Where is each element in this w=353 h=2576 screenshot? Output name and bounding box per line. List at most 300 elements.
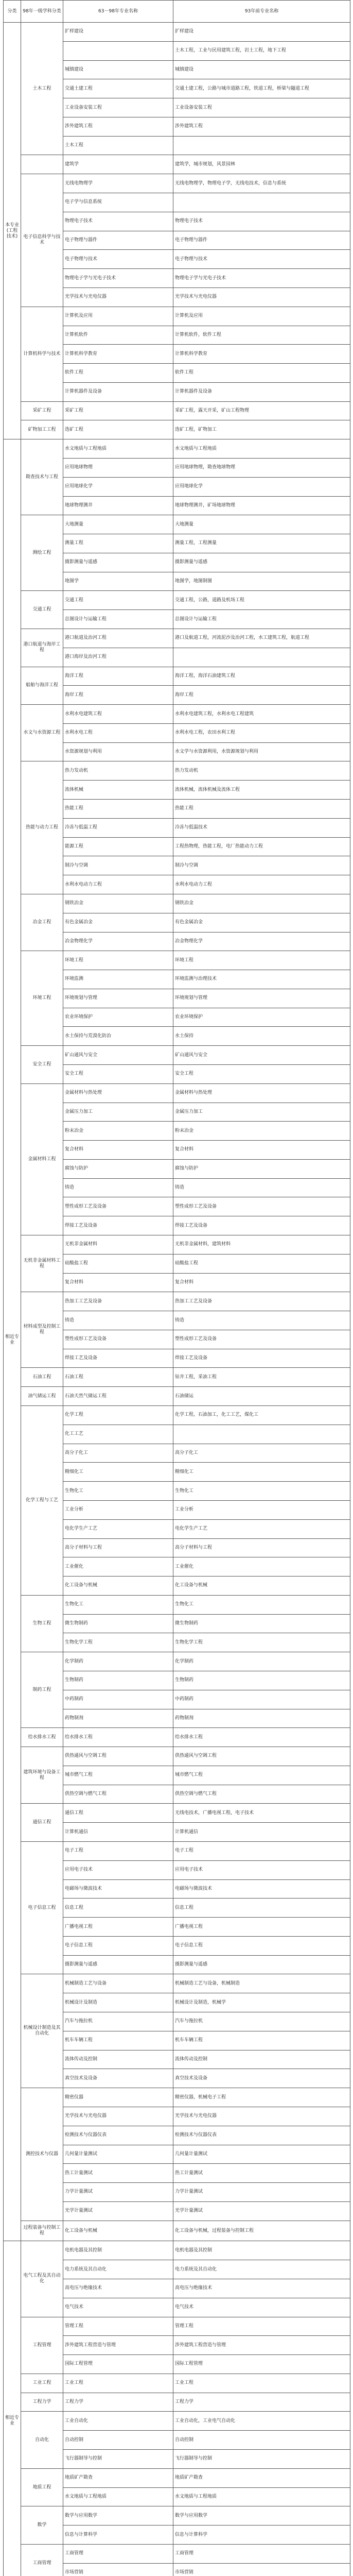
old-major-cell: 光学计量测试	[63, 2201, 173, 2221]
new-major-cell: 电子物理与技术	[173, 250, 350, 269]
old-major-cell: 冶金物理化学	[63, 932, 173, 951]
old-major-cell: 涉外建筑工程营造与管理	[63, 2336, 173, 2355]
old-major-cell: 热工计量测试	[63, 2164, 173, 2183]
new-major-cell: 选矿工程，矿物加工	[173, 420, 350, 439]
old-major-cell: 汽车与拖拉机	[63, 2012, 173, 2031]
new-major-cell: 化工设备与机械，过程装备与控制工程	[173, 2221, 350, 2241]
new-major-cell: 钻井工程，采油工程	[173, 1368, 350, 1387]
new-major-cell: 电子信息工程	[173, 1936, 350, 1955]
new-major-cell: 精细化工	[173, 1463, 350, 1482]
new-major-cell: 管理工程	[173, 2317, 350, 2336]
new-major-cell: 安全工程	[173, 1064, 350, 1083]
old-major-cell: 生物制药	[63, 1671, 173, 1690]
old-major-cell: 流体机械	[63, 781, 173, 800]
old-major-cell: 铸造	[63, 1178, 173, 1197]
discipline-cell: 化学工程与工艺	[21, 1406, 63, 1596]
old-major-cell: 力学计量测试	[63, 2183, 173, 2202]
new-major-cell: 硅酸盐工程	[173, 1254, 350, 1273]
old-major-cell: 地图学	[63, 572, 173, 591]
new-major-cell: 无线电物理学，物理电子学，无线电技术，信息与系统	[173, 174, 350, 193]
table-row	[4, 2317, 350, 2336]
old-major-cell: 高分子化工	[63, 1444, 173, 1463]
old-major-cell: 真空技术及设备	[63, 2069, 173, 2088]
new-major-cell: 金属材料与热处理	[173, 1083, 350, 1103]
old-major-cell: 检测技术与仪器仪表	[63, 2126, 173, 2145]
old-major-cell: 生物化工	[63, 1482, 173, 1501]
new-major-cell: 化工设备与机械	[173, 1577, 350, 1596]
old-major-cell: 自动控制	[63, 2431, 173, 2450]
old-major-cell: 选矿工程	[63, 420, 173, 439]
discipline-cell: 电气工程及其自动化	[21, 2241, 63, 2317]
old-major-cell: 水土保持与荒漠化防治	[63, 1027, 173, 1046]
new-major-cell: 电化学生产工艺	[173, 1519, 350, 1538]
discipline-cell: 测绘工程	[21, 515, 63, 591]
new-major-cell: 金属压力加工	[173, 1103, 350, 1122]
old-major-cell: 精密仪器	[63, 2088, 173, 2107]
major-catalog-table	[3, 0, 350, 2576]
new-major-cell: 高电压与绝缘技术	[173, 2279, 350, 2298]
old-major-cell: 电子学与信息系统	[63, 193, 173, 212]
new-major-cell: 检测技术与仪器仪表	[173, 2126, 350, 2145]
new-major-cell: 流体传动及控制	[173, 2050, 350, 2069]
old-major-cell: 无机非金属材料	[63, 1235, 173, 1255]
new-major-cell: 涉外建筑工程营造与管理	[173, 2336, 350, 2355]
old-major-cell: 硅酸盐工程	[63, 1254, 173, 1273]
table-row	[4, 2374, 350, 2393]
new-major-cell: 应用地球化学	[173, 477, 350, 496]
new-major-cell: 热加工工艺及设备	[173, 1292, 350, 1311]
old-major-cell: 热加工工艺及设备	[63, 1292, 173, 1311]
table-row	[4, 667, 350, 686]
discipline-cell: 油气储运工程	[21, 1387, 63, 1406]
new-major-cell: 数学与应用数学	[173, 2506, 350, 2526]
new-major-cell: 海岸工程	[173, 686, 350, 705]
new-major-cell: 水文地质与工程地质	[173, 2487, 350, 2506]
new-major-cell: 工业分析	[173, 1500, 350, 1519]
old-major-cell: 信息工程	[63, 1899, 173, 1918]
new-major-cell: 工业设备安装工程	[173, 98, 350, 117]
new-major-cell: 机械设计及制造，机械学	[173, 1993, 350, 2012]
new-major-cell: 复合材料	[173, 1273, 350, 1292]
old-major-cell: 冷冻与低温工程	[63, 818, 173, 837]
old-major-cell: 测量工程	[63, 534, 173, 553]
old-major-cell: 给水排水工程	[63, 1728, 173, 1747]
new-major-cell: 环境工程	[173, 951, 350, 970]
discipline-cell: 土木工程	[21, 23, 63, 155]
new-major-cell: 水文地质与工程地质	[173, 439, 350, 459]
old-major-cell: 总图设计与运输工程	[63, 610, 173, 629]
old-major-cell: 水资源规划与利用	[63, 742, 173, 761]
new-major-cell: 水文学与水资源利用，水资源规划与利用	[173, 742, 350, 761]
old-major-cell: 交通土建工程	[63, 79, 173, 98]
new-major-cell: 复合材料	[173, 1141, 350, 1160]
discipline-cell: 环境工程	[21, 951, 63, 1046]
old-major-cell: 交通工程	[63, 591, 173, 610]
new-major-cell: 水利水电动力工程	[173, 875, 350, 894]
discipline-cell: 港口航道与海岸工程	[21, 629, 63, 667]
discipline-cell: 计算机科学与技术	[21, 307, 63, 401]
new-major-cell: 计算机科学教育	[173, 345, 350, 364]
table-row	[4, 420, 350, 439]
new-major-cell: 国际工程管理	[173, 2355, 350, 2374]
old-major-cell: 电气技术	[63, 2298, 173, 2317]
old-major-cell: 中药制药	[63, 1690, 173, 1709]
old-major-cell: 化学制药	[63, 1652, 173, 1671]
old-major-cell: 供热通风与空调工程	[63, 1747, 173, 1766]
old-major-cell: 金属压力加工	[63, 1103, 173, 1122]
new-major-cell: 软件工程	[173, 364, 350, 383]
old-major-cell: 流体传动及控制	[63, 2050, 173, 2069]
discipline-cell: 工商管理	[21, 2544, 63, 2576]
old-major-cell: 水利水电建筑工程	[63, 705, 173, 724]
new-major-cell: 塑性成形工艺及设备	[173, 1197, 350, 1216]
old-major-cell: 大地测量	[63, 515, 173, 534]
new-major-cell: 电气技术	[173, 2298, 350, 2317]
table-row	[4, 1235, 350, 1255]
old-major-cell: 通信工程	[63, 1804, 173, 1823]
old-major-cell: 建筑学	[63, 155, 173, 174]
discipline-cell	[21, 155, 63, 174]
old-major-cell: 水文地质与工程地质	[63, 2487, 173, 2506]
table-row	[4, 439, 350, 459]
discipline-cell: 安全工程	[21, 1046, 63, 1084]
new-major-cell: 计算机通信	[173, 1823, 350, 1842]
table-row	[4, 2241, 350, 2260]
old-major-cell: 生物化学工程	[63, 1633, 173, 1652]
new-major-cell: 电子物理与器件	[173, 231, 350, 250]
old-major-cell: 计算机通信	[63, 1823, 173, 1842]
new-major-cell: 农业环境保护	[173, 1008, 350, 1027]
new-major-cell: 计算机及应用	[173, 307, 350, 326]
new-major-cell: 冶金物理化学	[173, 932, 350, 951]
discipline-cell: 数学	[21, 2506, 63, 2545]
new-major-cell: 力学计量测试	[173, 2183, 350, 2202]
old-major-cell: 腐蚀与防护	[63, 1159, 173, 1178]
discipline-cell: 生物工程	[21, 1595, 63, 1652]
old-major-cell: 扩样建设	[63, 23, 173, 42]
old-major-cell: 工业分析	[63, 1500, 173, 1519]
old-major-cell: 工业工程	[63, 2374, 173, 2393]
new-major-cell: 城市燃气工程	[173, 1766, 350, 1785]
table-row	[4, 629, 350, 648]
new-major-cell: 供热通风与空调工程	[173, 1747, 350, 1766]
new-major-cell: 摄影测量与遥感	[173, 1955, 350, 1974]
new-major-cell: 应用地球物理，勘查地球物理	[173, 458, 350, 477]
old-major-cell: 电子物理与器件	[63, 231, 173, 250]
old-major-cell: 工程力学	[63, 2393, 173, 2412]
table-row	[4, 1728, 350, 1747]
table-row	[4, 1974, 350, 1993]
new-major-cell: 药物制剂	[173, 1709, 350, 1728]
old-major-cell: 机车车辆工程	[63, 2031, 173, 2050]
old-major-cell: 市场营销	[63, 2563, 173, 2576]
table-row	[4, 951, 350, 970]
new-major-cell: 地球物理测井，矿场地球物理	[173, 496, 350, 515]
discipline-cell: 石油工程	[21, 1368, 63, 1387]
table-row	[4, 1406, 350, 1425]
discipline-cell: 通信工程	[21, 1804, 63, 1842]
old-major-cell: 矿山通风与安全	[63, 1046, 173, 1065]
new-major-cell: 流体机械，流体机械及流体工程	[173, 781, 350, 800]
new-major-cell: 光学技术与光电仪器	[173, 2107, 350, 2126]
new-major-cell: 环境监测与治理技术	[173, 970, 350, 989]
new-major-cell: 飞行器制导与控制	[173, 2450, 350, 2469]
new-major-cell: 交通土建工程，公路与城市道路工程，铁道工程，桥梁与隧道工程	[173, 79, 350, 98]
discipline-cell: 矿物加工工程	[21, 420, 63, 439]
new-major-cell: 腐蚀与防护	[173, 1159, 350, 1178]
new-major-cell: 供热空调与燃气工程	[173, 1785, 350, 1804]
discipline-cell: 过程装备与控制工程	[21, 2221, 63, 2241]
new-major-cell: 光学计量测试	[173, 2201, 350, 2221]
new-major-cell: 热工计量测试	[173, 2164, 350, 2183]
new-major-cell: 应用电子技术	[173, 1860, 350, 1879]
old-major-cell: 地质矿产勘查	[63, 2468, 173, 2487]
table-row	[4, 1083, 350, 1103]
old-major-cell: 采矿工程	[63, 401, 173, 420]
new-major-cell: 扩样建设	[173, 23, 350, 42]
new-major-cell: 电机电器及其控制	[173, 2241, 350, 2260]
table-row	[4, 2088, 350, 2107]
table-row	[4, 2468, 350, 2487]
old-major-cell: 飞行器制导与控制	[63, 2450, 173, 2469]
old-major-cell: 水利水电动力工程	[63, 875, 173, 894]
discipline-cell: 测控技术与仪器	[21, 2088, 63, 2221]
old-major-cell: 应用地球化学	[63, 477, 173, 496]
old-major-cell: 供热空调与燃气工程	[63, 1785, 173, 1804]
discipline-cell: 电子信息工程	[21, 1842, 63, 1974]
new-major-cell: 总图设计与运输工程	[173, 610, 350, 629]
table-row	[4, 1292, 350, 1311]
category-cell: 相近专业	[4, 439, 21, 2241]
old-major-cell: 复合材料	[63, 1273, 173, 1292]
discipline-cell: 材料成型及控制工程	[21, 1292, 63, 1368]
table-row	[4, 761, 350, 781]
new-major-cell: 测量工程，工程测量	[173, 534, 350, 553]
header-discipline: 98年一级学科分类	[21, 1, 63, 23]
new-major-cell: 广播电视工程	[173, 1918, 350, 1937]
table-row	[4, 1595, 350, 1614]
new-major-cell: 无线电技术，广播电视工程，电子技术	[173, 1804, 350, 1823]
old-major-cell	[63, 41, 173, 60]
discipline-cell: 制药工程	[21, 1652, 63, 1728]
old-major-cell: 化工设备与机械	[63, 1577, 173, 1596]
old-major-cell: 计算机科学教育	[63, 345, 173, 364]
discipline-cell: 机械设计制造及其自动化	[21, 1974, 63, 2088]
table-row	[4, 515, 350, 534]
table-row	[4, 1804, 350, 1823]
old-major-cell: 海岸工程	[63, 686, 173, 705]
new-major-cell: 铸造	[173, 1311, 350, 1330]
old-major-cell: 环境规划与管理	[63, 989, 173, 1008]
new-major-cell: 水利水电建筑工程，水利水电工程建筑	[173, 705, 350, 724]
new-major-cell	[173, 1425, 350, 1444]
old-major-cell: 水文地质与工程地质	[63, 439, 173, 459]
header-category: 分类	[4, 1, 21, 23]
old-major-cell: 工商管理	[63, 2544, 173, 2563]
old-major-cell: 几何量计量测试	[63, 2145, 173, 2164]
old-major-cell: 计算机及应用	[63, 307, 173, 326]
new-major-cell: 工业工程	[173, 2374, 350, 2393]
new-major-cell: 电力系统及其自动化	[173, 2260, 350, 2279]
old-major-cell: 地球物理测井	[63, 496, 173, 515]
table-row	[4, 155, 350, 174]
new-major-cell: 生物化学工程	[173, 1633, 350, 1652]
old-major-cell: 化学工程	[63, 1406, 173, 1425]
new-major-cell: 计算机软件，软件工程	[173, 326, 350, 345]
old-major-cell: 制冷与空调	[63, 856, 173, 875]
old-major-cell: 有色金属冶金	[63, 913, 173, 932]
new-major-cell: 矿山通风与安全	[173, 1046, 350, 1065]
old-major-cell: 计算机器件及设备	[63, 382, 173, 401]
old-major-cell: 农业环境保护	[63, 1008, 173, 1027]
old-major-cell: 化工工艺	[63, 1425, 173, 1444]
new-major-cell: 化学工程，石油加工，化工工艺，煤化工	[173, 1406, 350, 1425]
old-major-cell: 铸造	[63, 1311, 173, 1330]
header-row	[4, 1, 350, 23]
new-major-cell: 自动控制	[173, 2431, 350, 2450]
new-major-cell: 涉外建筑工程	[173, 117, 350, 136]
new-major-cell: 摄影测量与遥感	[173, 553, 350, 572]
old-major-cell: 焊接工艺及设备	[63, 1216, 173, 1235]
old-major-cell: 应用电子技术	[63, 1860, 173, 1879]
old-major-cell: 工业自动化	[63, 2412, 173, 2431]
new-major-cell: 给水排水工程	[173, 1728, 350, 1747]
old-major-cell: 塑性成形工艺及设备	[63, 1330, 173, 1349]
discipline-cell: 水文与水资源工程	[21, 705, 63, 761]
discipline-cell: 交通工程	[21, 591, 63, 629]
discipline-cell: 金属材料工程	[21, 1083, 63, 1235]
new-major-cell: 工商管理	[173, 2544, 350, 2563]
new-major-cell: 物理电子技术	[173, 212, 350, 231]
new-major-cell: 工业自动化，工业电气自动化	[173, 2412, 350, 2431]
old-major-cell: 石油工程	[63, 1368, 173, 1387]
old-major-cell: 环境监测	[63, 970, 173, 989]
old-major-cell: 港口航道及治河工程	[63, 629, 173, 648]
new-major-cell: 钢铁冶金	[173, 894, 350, 913]
new-major-cell: 地质矿产勘查	[173, 2468, 350, 2487]
old-major-cell: 光学技术与光电仪器	[63, 2107, 173, 2126]
new-major-cell: 海洋工程，海洋石油建筑工程	[173, 667, 350, 686]
old-major-cell: 电子信息工程	[63, 1936, 173, 1955]
table-row	[4, 23, 350, 42]
old-major-cell: 计算机软件	[63, 326, 173, 345]
new-major-cell: 交通工程，公路，道路及机场工程	[173, 591, 350, 610]
table-row	[4, 894, 350, 913]
category-cell: 相近专业	[4, 2241, 21, 2576]
discipline-cell: 自动化	[21, 2412, 63, 2468]
new-major-cell: 机车车辆工程	[173, 2031, 350, 2050]
old-major-cell: 电子物理与技术	[63, 250, 173, 269]
discipline-cell: 船舶与海洋工程	[21, 667, 63, 705]
new-major-cell: 汽车与拖拉机	[173, 2012, 350, 2031]
old-major-cell: 机械制造工艺与设备	[63, 1974, 173, 1993]
new-major-cell: 中药制药	[173, 1690, 350, 1709]
new-major-cell: 铸造	[173, 1178, 350, 1197]
old-major-cell: 无线电物理学	[63, 174, 173, 193]
new-major-cell: 几何量计量测试	[173, 2145, 350, 2164]
table-row	[4, 1046, 350, 1065]
new-major-cell: 信息工程	[173, 1899, 350, 1918]
new-major-cell: 计算机器件及设备	[173, 382, 350, 401]
new-major-cell: 水土保持	[173, 1027, 350, 1046]
new-major-cell: 微生物制药	[173, 1614, 350, 1633]
table-row	[4, 1747, 350, 1766]
header-old-major: 63－98年专业名称	[63, 1, 173, 23]
new-major-cell: 光学技术与光电仪器	[173, 287, 350, 307]
new-major-cell: 信息与计算科学	[173, 2526, 350, 2545]
new-major-cell: 塑性成形工艺及设备	[173, 1330, 350, 1349]
new-major-cell: 焊接工艺及设备	[173, 1216, 350, 1235]
discipline-cell: 地质工程	[21, 2468, 63, 2506]
new-major-cell: 工程热物理，热能工程，电厂热能动力工程	[173, 837, 350, 856]
table-row	[4, 2506, 350, 2526]
new-major-cell	[173, 136, 350, 155]
old-major-cell: 安全工程	[63, 1064, 173, 1083]
discipline-cell: 热能与动力工程	[21, 761, 63, 894]
new-major-cell: 热力发动机	[173, 761, 350, 781]
header-new-major: 93年前专业名称	[173, 1, 350, 23]
old-major-cell: 城镇建设	[63, 60, 173, 79]
category-cell: 本专业(工程技术)	[4, 23, 21, 439]
new-major-cell: 粉末冶金	[173, 1122, 350, 1141]
table-row	[4, 705, 350, 724]
old-major-cell: 金属材料与热处理	[63, 1083, 173, 1103]
new-major-cell: 采矿工程，露天开采，矿山工程物理	[173, 401, 350, 420]
discipline-cell: 建筑环境与设备工程	[21, 1747, 63, 1804]
old-major-cell: 能源工程	[63, 837, 173, 856]
table-row	[4, 2544, 350, 2563]
old-major-cell: 港口海岸及治河工程	[63, 648, 173, 667]
old-major-cell: 电力系统及其自动化	[63, 2260, 173, 2279]
old-major-cell: 广播电视工程	[63, 1918, 173, 1937]
new-major-cell: 市场营销	[173, 2563, 350, 2576]
old-major-cell: 土木工程	[63, 136, 173, 155]
old-major-cell: 化工设备与机械	[63, 2221, 173, 2241]
table-row	[4, 2393, 350, 2412]
new-major-cell: 工业催化	[173, 1557, 350, 1577]
old-major-cell: 电子工程	[63, 1842, 173, 1861]
new-major-cell: 港口及航道工程，河流泥沙及治河工程，水工建筑工程，航道工程	[173, 629, 350, 648]
new-major-cell: 土木工程，工业与民用建筑工程，岩土工程，地下工程	[173, 41, 350, 60]
new-major-cell: 真空技术及设备	[173, 2069, 350, 2088]
table-row	[4, 401, 350, 420]
new-major-cell: 生物化工	[173, 1595, 350, 1614]
new-major-cell: 大地测量	[173, 515, 350, 534]
new-major-cell: 建筑学，城市规划，风景园林	[173, 155, 350, 174]
old-major-cell: 高分子材料与工程	[63, 1538, 173, 1557]
old-major-cell: 信息与计算科学	[63, 2526, 173, 2545]
old-major-cell: 环境工程	[63, 951, 173, 970]
old-major-cell: 水利水电工程	[63, 723, 173, 742]
new-major-cell: 冷冻与低温技术	[173, 818, 350, 837]
new-major-cell: 高分子化工	[173, 1444, 350, 1463]
new-major-cell: 石油储运	[173, 1387, 350, 1406]
old-major-cell: 数学与应用数学	[63, 2506, 173, 2526]
old-major-cell: 电机电器及其控制	[63, 2241, 173, 2260]
new-major-cell: 生物化工	[173, 1482, 350, 1501]
old-major-cell: 摄影测量与遥感	[63, 1955, 173, 1974]
old-major-cell: 精细化工	[63, 1463, 173, 1482]
discipline-cell: 冶金工程	[21, 894, 63, 951]
old-major-cell: 电化学生产工艺	[63, 1519, 173, 1538]
new-major-cell: 无机非金属材料，建筑材料	[173, 1235, 350, 1255]
table-row	[4, 1368, 350, 1387]
old-major-cell: 粉末冶金	[63, 1122, 173, 1141]
old-major-cell: 城市燃气工程	[63, 1766, 173, 1785]
new-major-cell: 制冷与空调	[173, 856, 350, 875]
old-major-cell: 工业催化	[63, 1557, 173, 1577]
old-major-cell: 摄影测量与遥感	[63, 553, 173, 572]
